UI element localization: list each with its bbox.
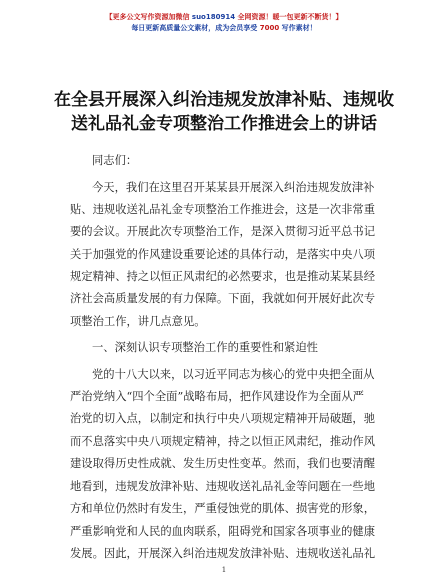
banner-count: 7000 bbox=[259, 24, 280, 32]
body-line: 贴、违规收送礼品礼金专项整治工作推进会，这是一次非常重 bbox=[70, 202, 376, 216]
document-title-line-1: 在全县开展深入纠治违规发放津补贴、违规收 bbox=[54, 90, 394, 110]
body-line: 项整治工作，讲几点意见。 bbox=[70, 314, 206, 328]
salutation: 同志们： bbox=[92, 154, 138, 167]
body-line: 方和单位仍然时有发生，严重侵蚀党的肌体、损害党的形象， bbox=[70, 502, 376, 516]
banner-text: 写作素材！ bbox=[279, 24, 317, 32]
banner-wechat-id: suo180914 bbox=[191, 13, 236, 21]
banner-text: 每日更新高质量公文素材，成为会员享受 bbox=[131, 24, 260, 32]
promo-banner-line-2 bbox=[0, 23, 448, 33]
body-line: 规定精神、持之以恒正风肃纪的必然要求，也是推动某某县经 bbox=[70, 270, 376, 284]
body-line: 治党的切入点，以制定和执行中央八项规定精神开局破题，驰 bbox=[70, 412, 376, 426]
document-title-line-2: 送礼品礼金专项整治工作推进会上的讲话 bbox=[71, 114, 377, 134]
body-line: 而不息落实中央八项规定精神，持之以恒正风肃纪，推动作风 bbox=[70, 434, 376, 448]
body-line: 严治党纳入“四个全面”战略布局，把作风建设作为全面从严 bbox=[70, 389, 364, 403]
body-line: 严重影响党和人民的血肉联系，阻碍党和国家各项事业的健康 bbox=[70, 524, 376, 538]
banner-text: 全网资源！暖一包更新不断货！】 bbox=[235, 13, 343, 21]
section-heading: 一、深刻认识专项整治工作的重要性和紧迫性 bbox=[92, 341, 318, 355]
page-number: 1 bbox=[221, 566, 227, 574]
body-line: 要的会议。开展此次专项整治工作，是深入贯彻习近平总书记 bbox=[70, 225, 376, 239]
body-line: 济社会高质量发展的有力保障。下面，我就如何开展好此次专 bbox=[70, 292, 376, 306]
banner-text: 【更多公文写作资源加微信 bbox=[105, 13, 192, 21]
body-line: 今天，我们在这里召开某某县开展深入纠治违规发放津补 bbox=[92, 181, 375, 195]
body-line: 地看到，违规发放津补贴、违规收送礼品礼金等问题在一些地 bbox=[70, 479, 376, 493]
body-line: 发展。因此，开展深入纠治违规发放津补贴、违规收送礼品礼 bbox=[70, 546, 376, 560]
body-line: 建设取得历史性成就、发生历史性变革。然而，我们也要清醒 bbox=[70, 457, 376, 471]
body-line: 关于加强党的作风建设重要论述的具体行动，是落实中央八项 bbox=[70, 247, 376, 261]
promo-banner-line-1 bbox=[0, 12, 448, 22]
body-line: 党的十八大以来，以习近平同志为核心的党中央把全面从 bbox=[92, 367, 375, 381]
